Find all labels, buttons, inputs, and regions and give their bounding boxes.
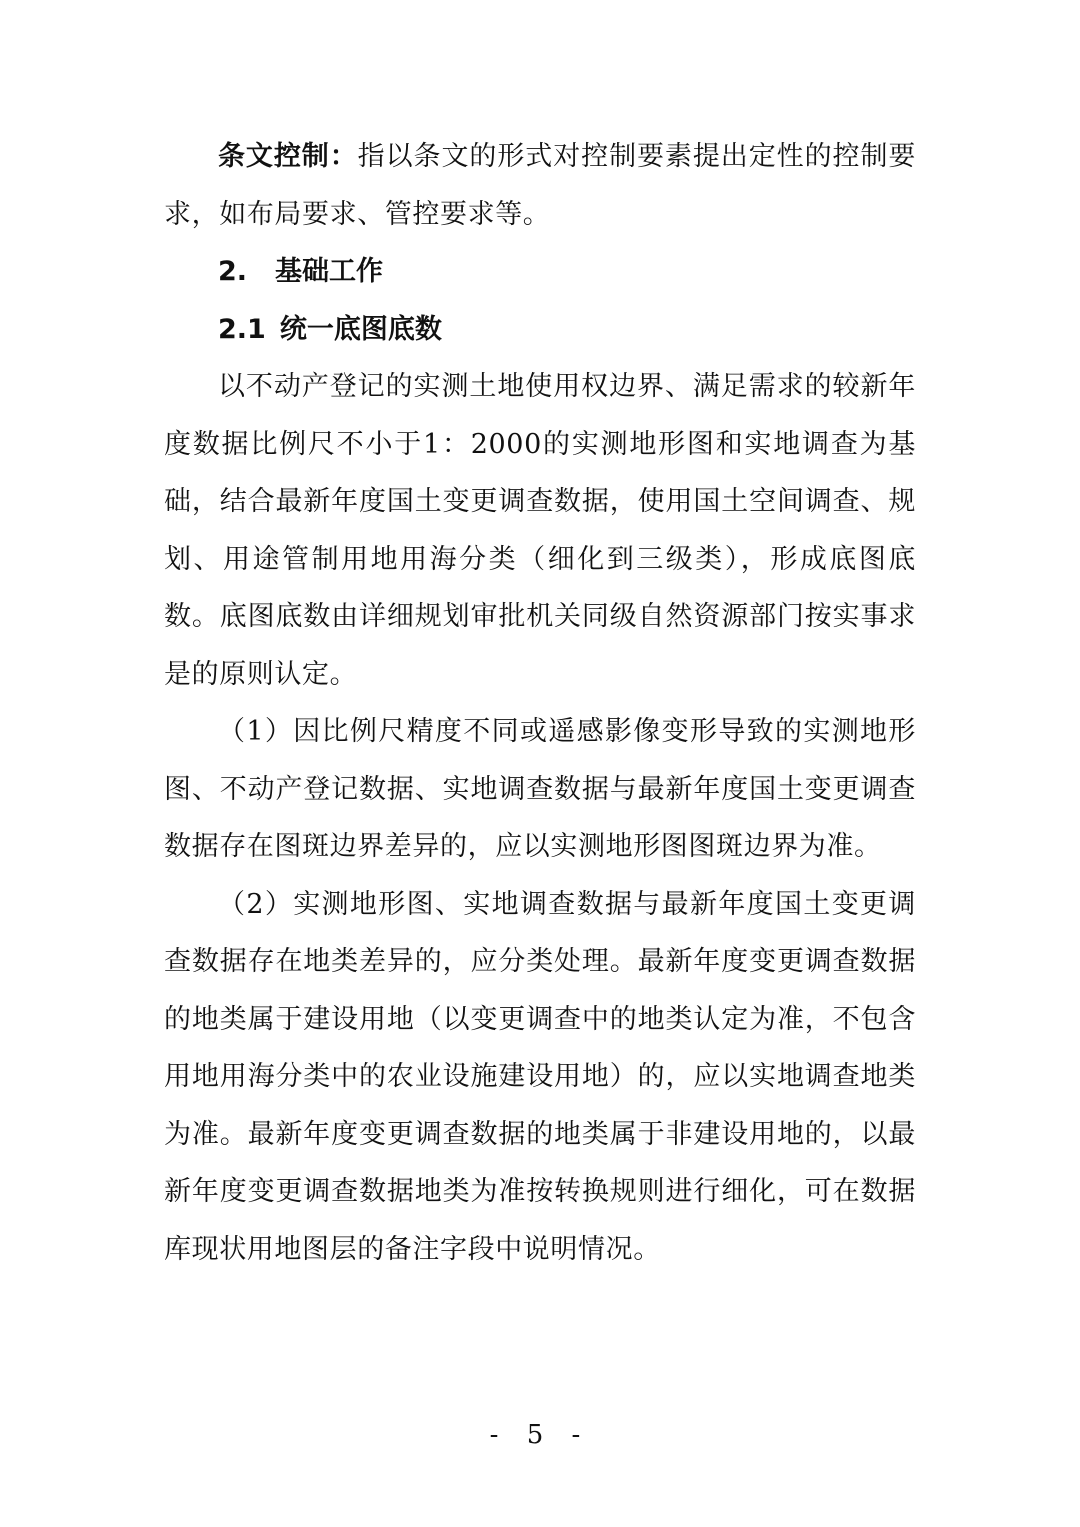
page-number: - 5 - [489,1420,591,1450]
base-map-paragraph: 以不动产登记的实测土地使用权边界、满足需求的较新年度数据比例尺不小于1：2000的实测地形图和实地调查为基础，结合最新年度国土变更调查数据，使用国土空间调查、规划、用途管制用地用海分类（细化到三级类），形成底图底数。底图底数由详细规划审批机关同级自然资源部门按实事求是的原则认定。 [164,371,916,690]
definition-paragraph [164,128,916,243]
item-2-paragraph: （2）实测地形图、实地调查数据与最新年度国土变更调查数据存在地类差异的，应分类处理。最新年度变更调查数据的地类属于建设用地（以变更调查中的地类认定为准，不包含用地用海分类中的农业设施建设用地）的，应以实地调查地类为准。最新年度变更调查数据的地类属于非建设用地的，以最新年度变更调查数据地类为准按转换规则进行细化，可在数据库现状用地图层的备注字段中说明情况。 [164,888,916,1265]
subsection-heading [164,301,916,359]
subsection-number: 2.1 [218,313,266,345]
section-title: 基础工作 [275,256,384,287]
definition-colon: ： [329,141,358,172]
subsection-title: 统一底图底数 [279,313,442,345]
item-1-paragraph: （1）因比例尺精度不同或遥感影像变形导致的实测地形图、不动产登记数据、实地调查数据与最新年度国土变更调查数据存在图斑边界差异的，应以实测地形图图斑边界为准。 [164,716,916,862]
section-number: 2. [218,256,248,287]
section-heading [164,243,916,301]
page-body [164,128,916,1278]
definition-text: 指以条文的形式对控制要素提出定性的控制要求，如布局要求、管控要求等。 [164,141,916,230]
definition-term: 条文控制 [218,141,330,172]
